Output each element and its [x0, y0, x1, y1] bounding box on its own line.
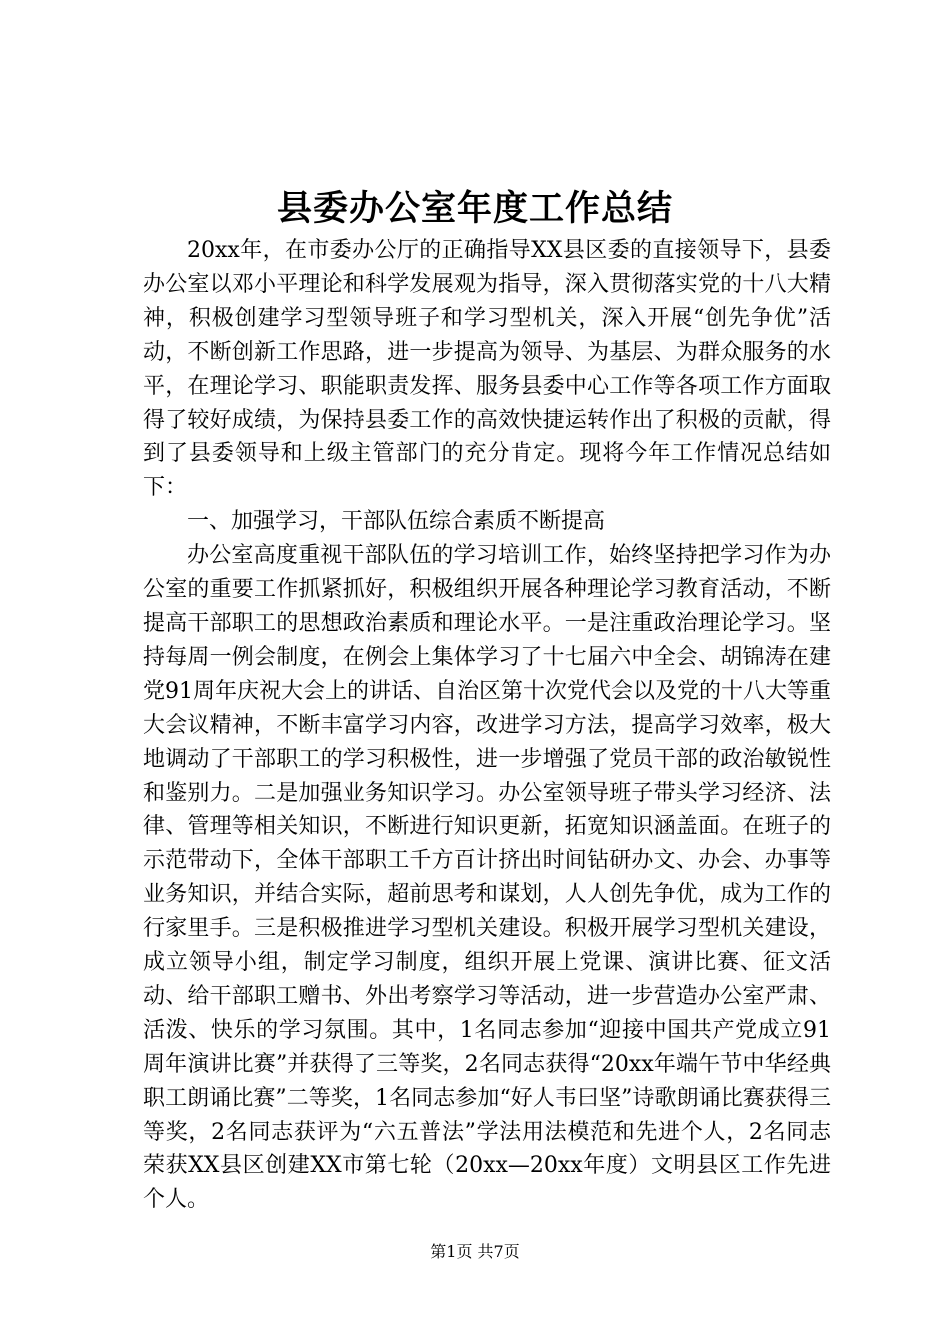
- section-heading: 一、加强学习，干部队伍综合素质不断提高: [187, 509, 606, 535]
- section-paragraph: 办公室高度重视干部队伍的学习培训工作，始终坚持把学习作为办公室的重要工作抓紧抓好，积极组织开展各种理论学习教育活动，不断提高干部职工的思想政治素质和理论水平。一是注重政治理论学习。坚持每周一例会制度，在例会上集体学习了十七届六中全会、胡锦涛在建党91周年庆祝大会上的讲话、自治区第十次党代会以及党的十八大等重大会议精神，不断丰富学习内容，改进学习方法，提高学习效率，极大地调动了干部职工的学习积极性，进一步增强了党员干部的政治敏锐性和鉴别力。二是加强业务知识学习。办公室领导班子带头学习经济、法律、管理等相关知识，不断进行知识更新，拓宽知识涵盖面。在班子的示范带动下，全体干部职工千方百计挤出时间钻研办文、办会、办事等业务知识，并结合实际，超前思考和谋划，人人创先争优，成为工作的行家里手。三是积极推进学习型机关建设。积极开展学习型机关建设，成立领导小组，制定学习制度，组织开展上党课、演讲比赛、征文活动、给干部职工赠书、外出考察学习等活动，进一步营造办公室严肃、活泼、快乐的学习氛围。其中，1名同志参加“迎接中国共产党成立91周年演讲比赛”并获得了三等奖，2名同志获得“20xx年端午节中华经典职工朗诵比赛”二等奖，1名同志参加“好人韦曰坚”诗歌朗诵比赛获得三等奖，2名同志获评为“六五普法”学法用法模范和先进个人，2名同志荣获XX县区创建XX市第七轮（20xx—20xx年度）文明县区工作先进个人。: [143, 543, 831, 1213]
- document-body: [143, 234, 831, 1217]
- document-title: 县委办公室年度工作总结: [276, 188, 673, 229]
- intro-paragraph: 20xx年，在市委办公厅的正确指导XX县区委的直接领导下，县委办公室以邓小平理论和科学发展观为指导，深入贯彻落实党的十八大精神，积极创建学习型领导班子和学习型机关，深入开展“创先争优”活动，不断创新工作思路，进一步提高为领导、为基层、为群众服务的水平，在理论学习、职能职责发挥、服务县委中心工作等各项工作方面取得了较好成绩，为保持县委工作的高效快捷运转作出了积极的贡献，得到了县委领导和上级主管部门的充分肯定。现将今年工作情况总结如下：: [143, 238, 831, 501]
- page-number: 第1页 共7页: [430, 1242, 520, 1261]
